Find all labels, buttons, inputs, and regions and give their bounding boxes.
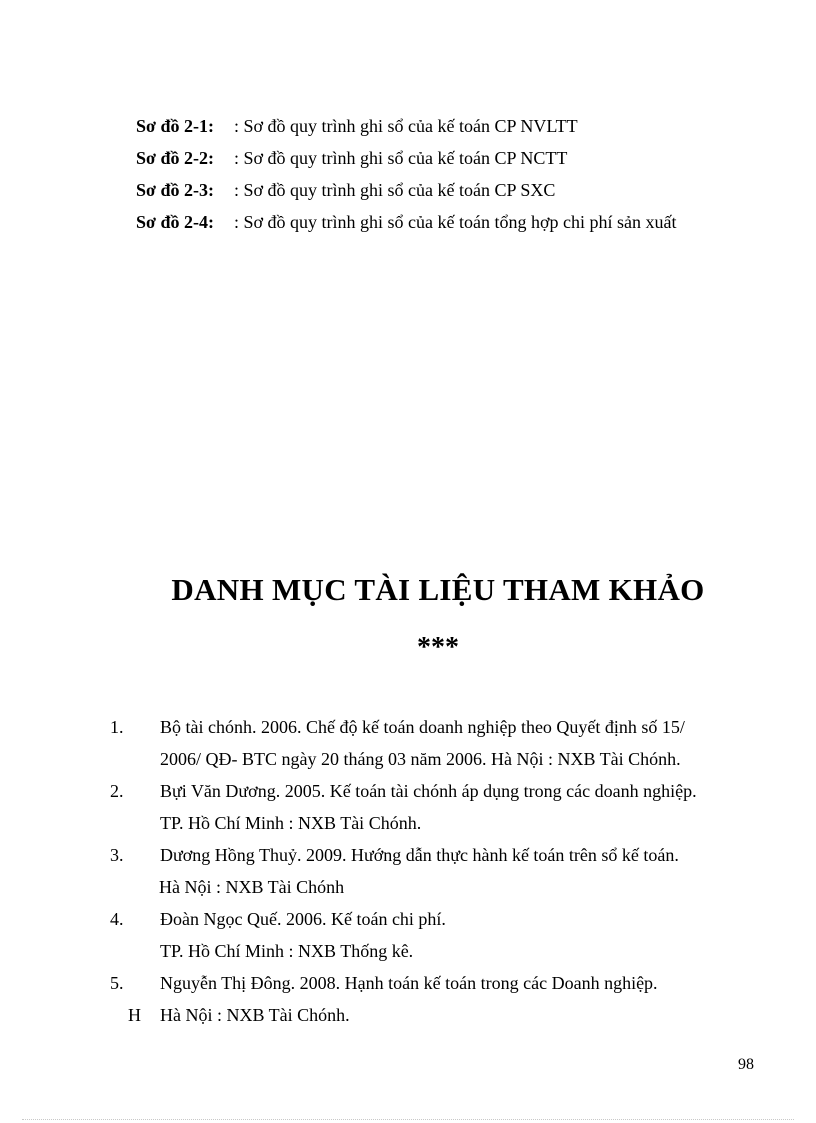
reference-line xyxy=(0,872,816,904)
reference-number: H xyxy=(128,1005,141,1025)
references-heading: DANH MỤC TÀI LIỆU THAM KHẢO xyxy=(171,572,705,607)
reference-text: Dương Hồng Thuỷ. 2009. Hướng dẫn thực hành kế toán trên sổ kế toán. xyxy=(160,845,679,865)
reference-line xyxy=(0,904,816,936)
figure-label: Sơ đồ 2-1: xyxy=(136,116,214,136)
reference-text: 2006/ QĐ- BTC ngày 20 tháng 03 năm 2006. Hà Nội : NXB Tài Chónh. xyxy=(160,749,681,769)
figure-caption: : Sơ đồ quy trình ghi sổ của kế toán CP NVLTT xyxy=(234,116,578,136)
reference-text: Đoàn Ngọc Quế. 2006. Kế toán chi phí. xyxy=(160,909,446,929)
reference-text: TP. Hồ Chí Minh : NXB Thống kê. xyxy=(160,941,414,961)
figure-entry xyxy=(136,209,677,241)
reference-line xyxy=(0,808,816,840)
page-bottom-divider xyxy=(22,1119,794,1120)
figure-label: Sơ đồ 2-2: xyxy=(136,148,214,168)
figure-entry xyxy=(136,113,677,145)
page-number: 98 xyxy=(738,1056,754,1073)
reference-text: TP. Hồ Chí Minh : NXB Tài Chónh. xyxy=(160,813,422,833)
reference-number: 3. xyxy=(110,845,124,865)
figure-label: Sơ đồ 2-3: xyxy=(136,180,214,200)
reference-line xyxy=(0,936,816,968)
reference-text: Bộ tài chónh. 2006. Chế độ kế toán doanh nghiệp theo Quyết định số 15/ xyxy=(160,717,685,737)
section-separator-stars: *** xyxy=(417,632,459,663)
reference-line xyxy=(0,712,816,744)
reference-line xyxy=(0,1000,816,1032)
reference-line xyxy=(0,840,816,872)
reference-text: Bựi Văn Dương. 2005. Kế toán tài chónh áp dụng trong các doanh nghiệp. xyxy=(160,781,697,801)
figure-caption: : Sơ đồ quy trình ghi sổ của kế toán CP NCTT xyxy=(234,148,568,168)
references-list xyxy=(0,712,816,1032)
figure-list xyxy=(136,113,677,241)
reference-number: 2. xyxy=(110,781,124,801)
figure-label: Sơ đồ 2-4: xyxy=(136,212,214,232)
figure-caption: : Sơ đồ quy trình ghi sổ của kế toán tổng hợp chi phí sản xuất xyxy=(234,212,677,232)
reference-text: Nguyễn Thị Đông. 2008. Hạnh toán kế toán trong các Doanh nghiệp. xyxy=(160,973,658,993)
reference-number: 5. xyxy=(110,973,124,993)
reference-line xyxy=(0,744,816,776)
figure-entry xyxy=(136,177,677,209)
reference-text: Hà Nội : NXB Tài Chónh xyxy=(159,877,345,897)
reference-line xyxy=(0,776,816,808)
reference-line xyxy=(0,968,816,1000)
figure-caption: : Sơ đồ quy trình ghi sổ của kế toán CP SXC xyxy=(234,180,556,200)
figure-entry xyxy=(136,145,677,177)
reference-number: 1. xyxy=(110,717,124,737)
reference-text: Hà Nội : NXB Tài Chónh. xyxy=(160,1005,350,1025)
reference-number: 4. xyxy=(110,909,124,929)
